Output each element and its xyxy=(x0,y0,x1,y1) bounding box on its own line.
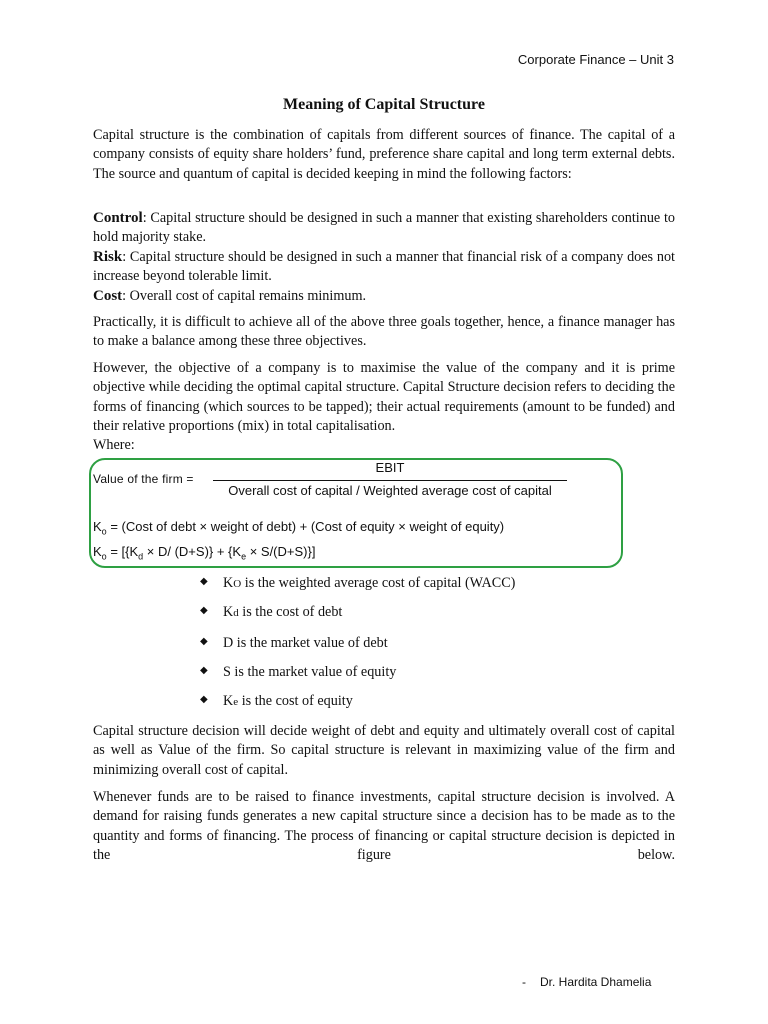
page-footer xyxy=(522,975,651,989)
footer-author: Dr. Hardita Dhamelia xyxy=(540,975,652,989)
footer-dash: - xyxy=(522,975,526,989)
ko-sym-mid: × D/ (D+S)} + {K xyxy=(143,544,242,559)
ko-words-text: = (Cost of debt × weight of debt) + (Cost of equity × weight of equity) xyxy=(110,519,505,534)
def-text: S is the market value of equity xyxy=(223,664,397,680)
diamond-bullet-icon: ◆ xyxy=(200,605,208,616)
factor-risk-term: Risk xyxy=(93,249,123,265)
def-text: is the weighted average cost of capital (WACC) xyxy=(241,575,516,591)
fraction-bar xyxy=(213,480,567,481)
factor-risk-text: : Capital structure should be designed in such a manner that financial risk of a company does not increase beyond tolerable limit. xyxy=(93,249,675,285)
factor-control xyxy=(93,209,675,248)
factor-control-term: Control xyxy=(93,210,143,226)
diamond-bullet-icon: ◆ xyxy=(200,576,208,587)
however-text: However, the objective of a company is to maximise the value of the company and it is prime objective while deciding the optimal capital structure. Capital Structure decision refers to deciding the forms of financing (which sources to be tapped); their actual requirements (amount to be funded) and their relative proportions (mix) in total capitalisation. xyxy=(93,360,675,434)
def-subscript: e xyxy=(233,696,239,708)
def-text: is the cost of equity xyxy=(238,693,353,709)
decision-paragraph: Capital structure decision will decide weight of debt and equity and ultimately overall cost of capital as well as Value of the firm. So capital structure is relevant in maximizing value of the firm and minimizing overall cost of capital. xyxy=(93,723,675,778)
factor-cost-term: Cost xyxy=(93,288,123,304)
def-symbol: K xyxy=(223,604,234,620)
diamond-bullet-icon: ◆ xyxy=(200,694,208,705)
whenever-paragraph: Whenever funds are to be raised to finance investments, capital structure decision is involved. A demand for raising funds generates a new capital structure since a decision has to be made as to the quantity and forms of financing. The process of financing or capital structure decision is depicted in the figure below. xyxy=(93,789,675,863)
def-text: D is the market value of debt xyxy=(223,635,388,651)
page-header: Corporate Finance – Unit 3 xyxy=(517,52,674,67)
diamond-bullet-icon: ◆ xyxy=(200,636,208,647)
where-label: Where: xyxy=(93,437,135,454)
ko-sym-end: × S/(D+S)}] xyxy=(246,544,316,559)
def-text: is the cost of debt xyxy=(238,604,343,620)
page-title: Meaning of Capital Structure xyxy=(283,96,485,113)
def-subscript: O xyxy=(233,578,242,590)
fraction-numerator: EBIT xyxy=(375,460,405,475)
def-symbol: K xyxy=(223,575,234,591)
fraction-denominator: Overall cost of capital / Weighted average cost of capital xyxy=(228,483,552,498)
however-paragraph xyxy=(93,359,675,455)
practically-paragraph: Practically, it is difficult to achieve all of the above three goals together, hence, a finance manager has to make a balance among these three objectives. xyxy=(93,314,675,350)
ko-sym-start: = [{K xyxy=(110,544,139,559)
factor-cost-text: : Overall cost of capital remains minimum. xyxy=(122,288,367,304)
intro-paragraph: Capital structure is the combination of capitals from different sources of finance. The capital of a company consists of equity share holders’ fund, preference share capital and long term external debts. The source and quantum of capital is decided keeping in mind the following factors: xyxy=(93,127,675,182)
factor-cost xyxy=(93,287,675,306)
factor-risk xyxy=(93,248,675,287)
ko-formula-words: $K_o$ = (Cost of debt × weight of debt) + (Cost of equity × weight of equity) xyxy=(93,519,505,537)
value-of-firm-label: Value of the firm = xyxy=(93,472,194,486)
ko-formula-symbols: $K_o = [\{K_d \times D/$ $(D+S)\} + \{K_e \times S/(D+S)\}$] xyxy=(93,544,316,562)
def-symbol: K xyxy=(223,693,234,709)
diamond-bullet-icon: ◆ xyxy=(200,665,208,676)
def-subscript: d xyxy=(233,607,239,619)
factor-control-text: : Capital structure should be designed in such a manner that existing shareholders continue to hold majority stake. xyxy=(93,210,675,246)
